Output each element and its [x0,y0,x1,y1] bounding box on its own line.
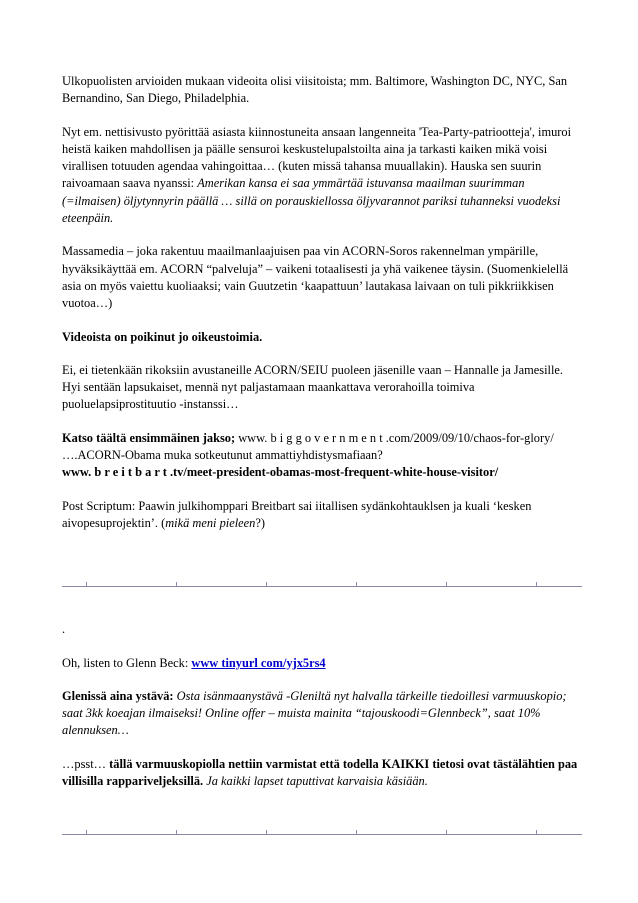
paragraph-post-scriptum [62,498,582,533]
psst-lead: …psst… [62,756,110,771]
biggovernment-url: www. b i g g o v e r n m e n t .com/2009/09/10/chaos-for-glory/ ….ACORN-Obama muka sotkeutunut ammattiyhdistysmafiaan? [62,430,554,463]
paragraph-legal-action: Videoista on poikinut jo oikeustoimia. [62,329,263,344]
paragraph-videos-count: Ulkopuolisten arvioiden mukaan videoita olisi viisitoista; mm. Baltimore, Washington DC, NYC, San Bernandino, San Diego, Philadelphia. [62,74,568,106]
document-page [62,73,582,835]
paragraph-psst [62,756,582,791]
ad-italic: Osta isänmaanystävä -Gleniltä nyt halvalla tärkeille tiedoillesi varmuuskopio; saat 3kk koeajan ilmaiseksi! Online offer – muista mainita “tajouskoodi=Glennbeck”, saat 10% alennuksen… [62,688,567,738]
tea-party-text: Nyt em. nettisivusto pyörittää asiasta kiinnostuneita ansaan langenneita 'Tea-Party-patriootteja', imuroi heistä kaiken mahdollisen ja päälle sensuroi keskustelupalstoilta aina ja tarkasti kaiken mikä voisi virallisen totuuden agendaa vahingoittaa… (kuten missä tahansa muuallakin). Hauska sen suurin raivoamaan saava nyanssi: [62,124,572,191]
psst-bold: tällä varmuuskopiolla nettiin varmistat että todella KAIKKI tietosi ovat tästälähtien paa villisilla rappariveljeksillä. [62,756,578,789]
tea-party-italic: Amerikan kansa ei saa ymmärtää istuvansa maailman suurimman (=ilmaisen) öljytynnyrin päällä … sillä on porauskiellossa öljyvarannot pariksi tuhanneksi vuodeksi eteenpäin. [62,176,561,226]
paragraph-ad [62,688,582,740]
glenn-lead: Oh, listen to Glenn Beck: [62,655,192,670]
separator-line [62,584,582,587]
breitbart-url: www. b r e i t b a r t .tv/meet-president-obamas-most-frequent-white-house-visitor/ [62,465,499,480]
ps-text: Post Scriptum: Paawin julkihomppari Breitbart sai iitallisen sydänkohtauklsen ja kuali ‘kesken aivopesuprojektin’. ( [62,498,532,530]
dot-mark: . [62,622,66,637]
tinyurl-link[interactable]: www tinyurl com/yjx5rs4 [191,655,326,670]
ad-lead: Glenissä aina ystävä: [62,688,174,703]
ps-tail: ?) [255,515,266,530]
separator-line [62,832,582,835]
paragraph-hanna-james: Ei, ei tietenkään rikoksiin avustaneille ACORN/SEIU puoleen jäsenille vaan – Hannalle ja Jamesille. Hyi sentään lapsukaiset, mennä nyt paljastamaan maankattava verorahoilla toimiva puoluelapsiprostituutio -instanssi… [62,362,563,412]
ps-italic: mikä meni pieleen [165,515,256,530]
paragraph-glenn-beck [62,655,582,672]
paragraph-massamedia: Massamedia – joka rakentuu maailmanlaajuisen paa vin ACORN-Soros rakennelman ympärille, hyväksikäyttää em. ACORN “palveluja” – vaikeni totaalisesti ja yhä vaikenee täysin. (Suomenkielellä asia on myös vaiettu kuoliaaksi; vain Guutzetin ‘kaapattuun’ lautakasa laivaan on tuli pikkriikkisen vuotoa…) [62,244,569,311]
paragraph-tea-party [62,124,582,228]
psst-italic: Ja kaikki lapset taputtivat karvaisia käsiään. [203,774,428,789]
paragraph-watch-first [62,430,582,482]
watch-first-lead: Katso täältä ensimmäinen jakso; [62,430,236,445]
